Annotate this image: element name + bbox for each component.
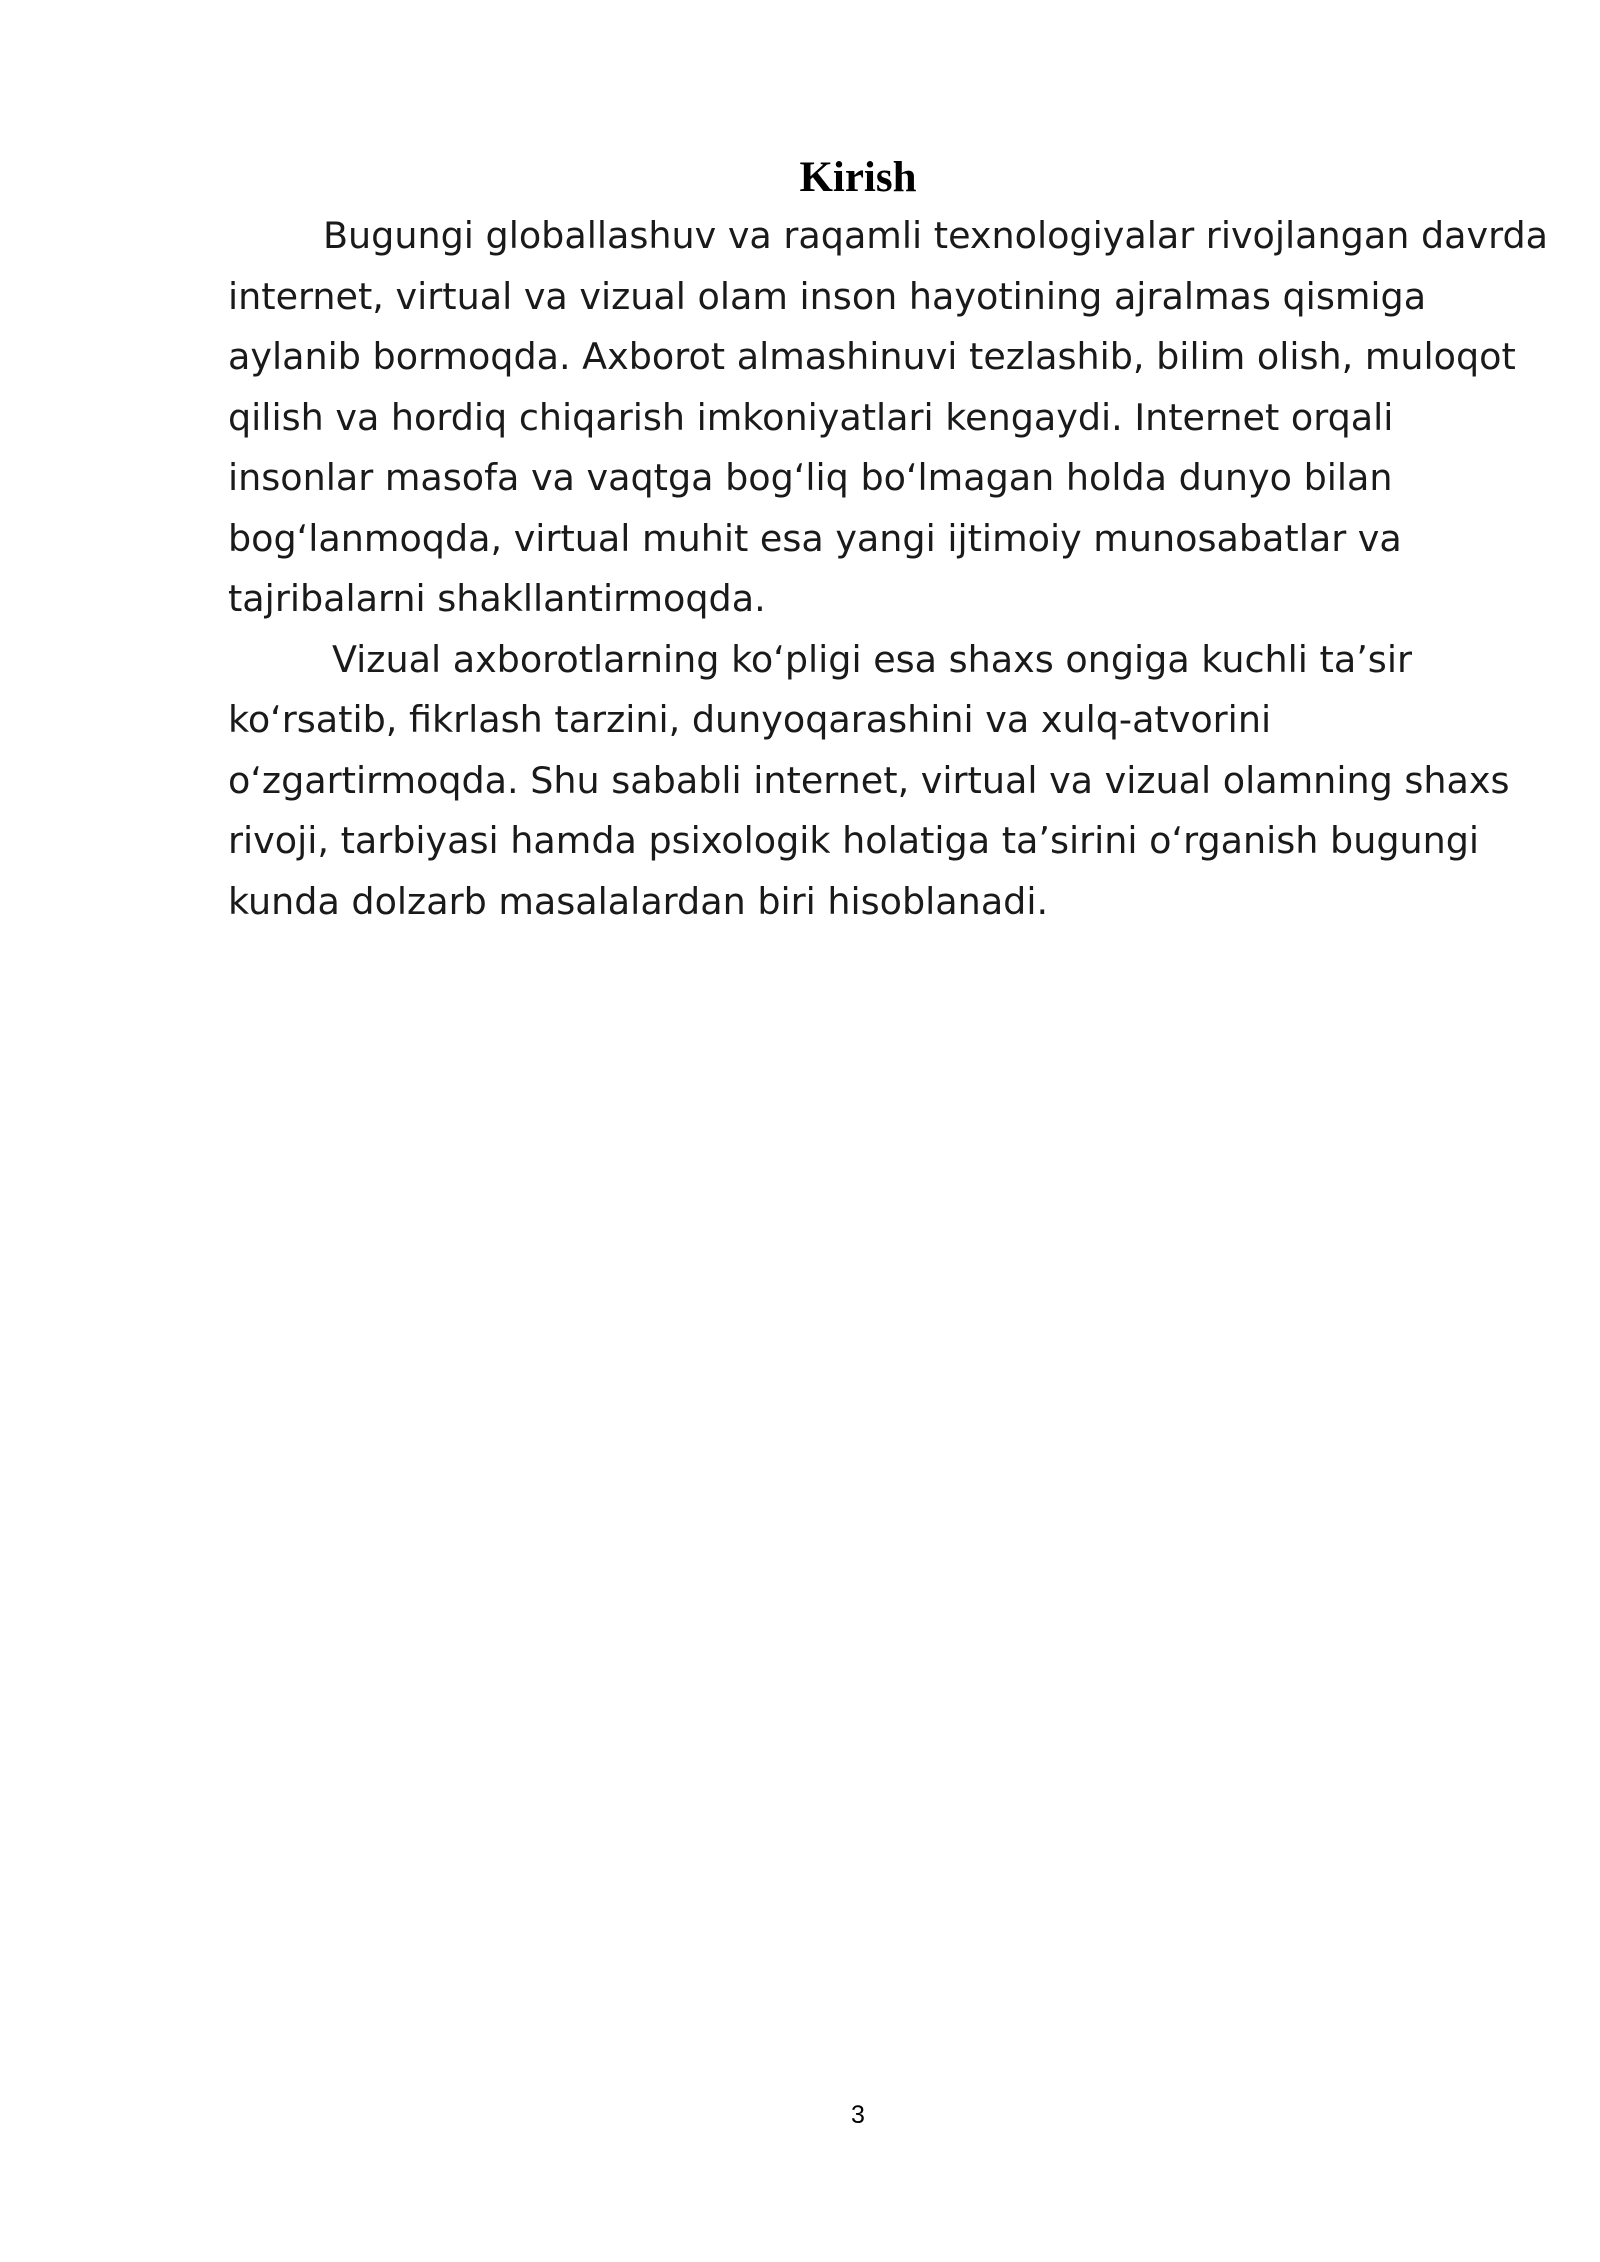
text-line: oʻzgartirmoqda. Shu sababli internet, virtual va vizual olamning shaxs: [228, 758, 1510, 802]
text-line: aylanib bormoqda. Axborot almashinuvi tezlashib, bilim olish, muloqot: [228, 335, 1516, 378]
text-line: Bugungi globallashuv va raqamli texnologiyalar rivojlangan davrda: [323, 214, 1548, 257]
text-line: insonlar masofa va vaqtga bogʻliq boʻlmagan holda dunyo bilan: [228, 456, 1393, 499]
text-line: koʻrsatib, fikrlash tarzini, dunyoqarashini va xulq-atvorini: [228, 698, 1272, 741]
paragraph-1: [228, 206, 1548, 630]
page-number: 3: [851, 2101, 865, 2129]
page-title: Kirish: [799, 154, 917, 201]
text-line: kunda dolzarb masalalardan biri hisoblanadi.: [228, 879, 1049, 923]
text-line: qilish va hordiq chiqarish imkoniyatlari kengaydi. Internet orqali: [228, 395, 1394, 439]
paragraph-2: [228, 630, 1510, 933]
text-line: internet, virtual va vizual olam inson hayotining ajralmas qismiga: [228, 274, 1427, 318]
text-line: bogʻlanmoqda, virtual muhit esa yangi ijtimoiy munosabatlar va: [228, 516, 1402, 560]
text-line: Vizual axborotlarning koʻpligi esa shaxs ongiga kuchli taʼsir: [332, 637, 1412, 681]
text-line: rivoji, tarbiyasi hamda psixologik holatiga taʼsirini oʻrganish bugungi: [228, 819, 1480, 862]
body-text: [228, 206, 1548, 932]
text-line: tajribalarni shakllantirmoqda.: [228, 577, 766, 620]
